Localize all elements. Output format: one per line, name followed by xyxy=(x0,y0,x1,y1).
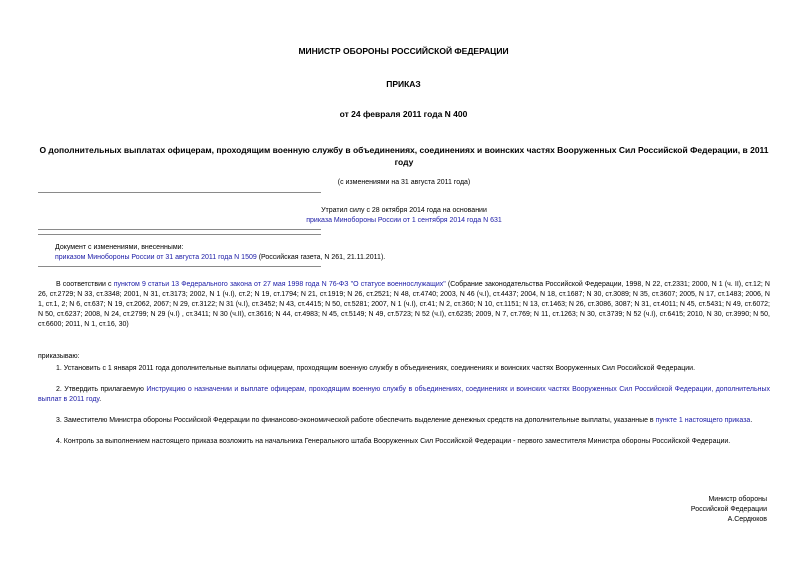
item2-suffix: . xyxy=(99,396,102,403)
signature-title: Министр обороны xyxy=(708,496,767,503)
changes-source: (Российская газета, N 261, 21.11.2011). xyxy=(256,254,386,261)
signature-name: А.Сердюков xyxy=(727,516,767,523)
document-title: О дополнительных выплатах офицерам, проходящим военную службу в объединениях, соединениях и воинских частях Вооруженных Сил Российской Федерации, в 2011 году xyxy=(39,145,769,167)
item2-prefix: 2. Утвердить прилагаемую xyxy=(56,386,147,393)
ministry-heading: МИНИСТР ОБОРОНЫ РОССИЙСКОЙ ФЕДЕРАЦИИ xyxy=(298,46,509,56)
changes-block xyxy=(55,243,455,263)
document-type: ПРИКАЗ xyxy=(386,79,421,89)
order-item-4: 4. Контроль за выполнением настоящего приказа возложить на начальника Генерального штаба Вооруженных Сил Российской Федерации - первого заместителя Министра обороны Российской Федерации. xyxy=(56,438,731,445)
order-word: приказываю: xyxy=(38,353,80,360)
order-item-2 xyxy=(38,385,770,405)
preamble-paragraph xyxy=(38,280,770,330)
expired-text: Утратил силу с 28 октября 2014 года на основании xyxy=(321,207,487,214)
paragraph-1-link[interactable]: пункте 1 настоящего приказа xyxy=(655,417,751,424)
federal-law-link[interactable]: пунктом 9 статьи 13 Федерального закона от 27 мая 1998 года N 76-ФЗ "О статусе военнослужащих" xyxy=(113,281,446,288)
order-item-3 xyxy=(38,416,770,426)
changes-line xyxy=(55,253,455,263)
divider xyxy=(38,192,321,193)
item3-prefix: 3. Заместителю Министра обороны Российской Федерации по финансово-экономической работе обеспечить выделение денежных средств на дополнительные выплаты, указанные в xyxy=(56,417,656,424)
preamble-prefix: В соответствии с xyxy=(56,281,114,288)
signature-title-2: Российской Федерации xyxy=(690,506,767,513)
expired-notice xyxy=(38,206,770,226)
signature-block xyxy=(691,495,767,525)
preamble-citations: (Собрание законодательства Российской Федерации, 1998, N 22, ст.2331; 2000, N 1 (ч. II), ст.12; N 26, ст.2729; N 33, ст.3348; 2001, N 31, ст.3173; 2002, N 1 (ч.I), ст.2; N 19, ст.1794; N 21, ст.1919; N 26, ст.2521; N 48, ст.4740; 2003, N 46 (ч.I), ст.4437; 2004, N 18, ст.1687; N 30, ст.3089; N 35, ст.3607; 2005, N 17, ст.1483; 2006, N 1, ст.1, 2; N 6, ст.637; N 19, ст.2062, 2067; N 29, ст.3122; N 31 (ч.I), ст.3452; N 43, ст.4415; N 50, ст.5281; 2007, N 1 (ч.I), ст.41; N 2, ст.360; N 10, ст.1151; N 13, ст.1463; N 26, ст.3086, 3087; N 31, ст.4011; N 45, ст.5431; N 49, ст.6072; N 50, ст.6237; 2008, N 24, ст.2799; N 29 (ч.I) , ст.3411; N 30 (ч.II), ст.3616; N 44, ст.4983; N 45, ст.5149; N 49, ст.5723; N 52 (ч.I), ст.6235; 2009, N 7, ст.769; N 11, ст.1263; N 30, ст.3739; N 52 (ч.I), ст.6415; 2010, N 30, ст.3990; N 50, ст.6600; 2011, N 1, ст.16, 30) xyxy=(38,281,770,328)
expired-order-link[interactable]: приказа Минобороны России от 1 сентября 2014 года N 631 xyxy=(306,217,502,224)
instruction-link[interactable]: Инструкцию о назначении и выплате офицерам, проходящим военную службу в объединениях, соединениях и воинских частях Вооруженных Сил Российской Федерации, дополнительных выплат в 2011 году xyxy=(38,386,771,403)
document-date-number: от 24 февраля 2011 года N 400 xyxy=(339,109,468,119)
changes-label: Документ с изменениями, внесенными: xyxy=(55,244,184,251)
order-item-1: 1. Установить с 1 января 2011 года дополнительные выплаты офицерам, проходящим военную службу в объединениях, соединениях и воинских частях Вооруженных Сил Российской Федерации. xyxy=(56,365,696,372)
divider xyxy=(38,266,321,267)
amendment-note: (с изменениями на 31 августа 2011 года) xyxy=(337,179,471,186)
divider xyxy=(38,234,321,235)
divider xyxy=(38,229,321,230)
changes-order-link[interactable]: приказом Минобороны России от 31 августа 2011 года N 1509 xyxy=(55,254,257,261)
item3-suffix: . xyxy=(750,417,753,424)
